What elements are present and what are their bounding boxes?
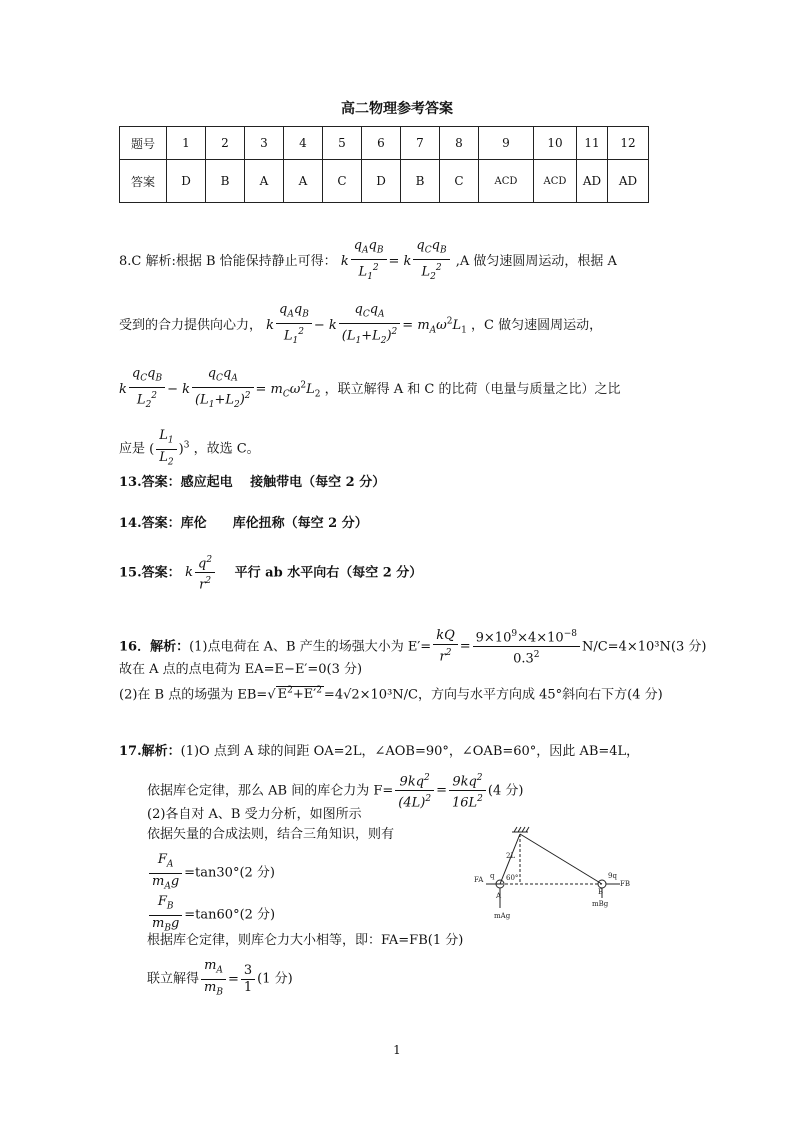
q17-eq1 — [147, 852, 275, 894]
equation: k $\frac{q_Aq_B}{L_1^2}$ = k $\frac{q_Cq_B}{L_2^2}$ — [341, 254, 452, 269]
q16-text: (1)点电荷在 A、B 产生的场强大小为 E′= — [189, 639, 432, 655]
label-2l: 2L — [506, 852, 516, 860]
q8-text: ，联立解得 A 和 C 的比荷（电量与质量之比）之比 — [324, 381, 621, 397]
equation: $\frac{m_A}{m_B}$ = $\frac{3}{1}$ — [199, 972, 257, 987]
equation: $\frac{F_B}{m_Bg}$ — [149, 894, 182, 936]
equation: $\frac{kQ}{r^2}$ = $\frac{9\times 10^9\times 4\times 10^{-8}}{0.3^2}$ — [431, 639, 582, 654]
q15-suffix: 平行 ab 水平向右（每空 2 分） — [221, 565, 423, 581]
table-cell: 4 — [284, 127, 323, 160]
equation: k $\frac{q_Aq_B}{L_1^2}$ − k $\frac{q_Cq_A}{(L_1+L_2)^2}$ = $m_A\omega^2L_1$ — [266, 302, 467, 346]
label-mbg: mBg — [592, 900, 609, 908]
table-cell: 题号 — [120, 127, 167, 160]
table-cell: A — [245, 160, 284, 203]
label-a: A — [496, 892, 502, 900]
table-cell: 10 — [534, 127, 577, 160]
table-cell: 8 — [440, 127, 479, 160]
table-cell: AD — [608, 160, 649, 203]
label-60: 60° — [506, 874, 519, 882]
q16-text: =4√2×10³N/C，方向与水平方向成 45°斜向右下方(4 分) — [323, 687, 663, 703]
table-cell: 9 — [479, 127, 534, 160]
q16-line-2: 故在 A 点的点电荷为 EA=E−E′=0(3 分) — [119, 662, 363, 677]
table-cell: 12 — [608, 127, 649, 160]
q17-text: (1 分) — [257, 971, 293, 987]
q17-text: (1)O 点到 A 球的间距 OA=2L，∠AOB=90°，∠OAB=60°，因此 AB=4L， — [180, 744, 640, 759]
table-cell: ACD — [479, 160, 534, 203]
q8-line-3 — [119, 366, 621, 413]
page-title: 高二物理参考答案 — [341, 101, 453, 117]
table-cell: 1 — [167, 127, 206, 160]
label-mag: mAg — [494, 912, 511, 920]
q17-text: 联立解得 — [147, 971, 200, 987]
equation: k $\frac{q_Cq_B}{L_2^2}$ − k $\frac{q_Cq_A}{(L_1+L_2)^2}$ = $m_C\omega^2L_2$ — [119, 366, 321, 410]
force-diagram — [470, 822, 640, 922]
q8-line-1 — [119, 238, 617, 285]
table-cell: A — [284, 160, 323, 203]
q17-line-3: (2)各自对 A、B 受力分析，如图所示 — [147, 807, 362, 822]
q17-label: 17.解析： — [119, 744, 181, 759]
table-answer-row — [120, 160, 649, 203]
label-q: q — [490, 872, 495, 880]
table-cell: 7 — [401, 127, 440, 160]
q17-line-1 — [119, 742, 639, 762]
q17-line-6 — [147, 958, 293, 1000]
q8-line-4 — [119, 428, 260, 470]
table-cell: B — [401, 160, 440, 203]
q8-text: 8.C 解析:根据 B 恰能保持静止可得： — [119, 253, 337, 269]
table-cell: 11 — [577, 127, 608, 160]
q8-text: 应是 — [119, 441, 146, 457]
q8-text: 受到的合力提供向心力， — [119, 317, 263, 333]
q17-text: =tan30°(2 分) — [184, 865, 275, 881]
table-cell: B — [206, 160, 245, 203]
q15-answer — [119, 552, 422, 594]
equation: √ $E^2+E'^2$ — [267, 686, 322, 703]
table-cell: D — [167, 160, 206, 203]
label-b: B — [598, 888, 604, 896]
table-cell: 6 — [362, 127, 401, 160]
page-number: 1 — [393, 1043, 401, 1057]
table-cell: AD — [577, 160, 608, 203]
table-cell: C — [440, 160, 479, 203]
q8-line-2 — [119, 302, 602, 349]
equation: $\frac{F_A}{m_Ag}$ — [149, 852, 182, 894]
q17-line-4: 依据矢量的合成法则，结合三角知识，则有 — [147, 827, 395, 842]
q16-line-3 — [119, 681, 663, 705]
label-fa: FA — [474, 876, 484, 884]
q16-unit: N/C=4×10³N(3 分) — [581, 639, 707, 655]
q17-line-5: 根据库仑定律，则库仑力大小相等，即：FA=FB(1 分) — [147, 933, 464, 948]
q16-label: 16．解析： — [119, 639, 190, 655]
equation: ( $\frac{L_1}{L_2}$ )$^3$ — [149, 428, 190, 468]
q15-prefix: 15.答案： — [119, 565, 181, 581]
table-cell: 2 — [206, 127, 245, 160]
q14-answer: 14.答案：库伦 库伦扭称（每空 2 分） — [119, 516, 368, 531]
equation: $\frac{9kq^2}{(4L)^2}$ = $\frac{9kq^2}{16L^2}$ — [393, 783, 488, 798]
table-cell: 3 — [245, 127, 284, 160]
q8-text: ，C 做匀速圆周运动， — [471, 317, 603, 333]
q17-text: 依据库仑定律，那么 AB 间的库仑力为 F= — [147, 783, 394, 799]
q16-text: (2)在 B 点的场强为 EB= — [119, 687, 268, 703]
q17-eq2 — [147, 894, 275, 936]
q8-text: ,A 做匀速圆周运动，根据 A — [455, 253, 617, 269]
q8-text: ，故选 C。 — [193, 441, 260, 457]
q17-text: (4 分) — [487, 783, 524, 799]
table-cell: D — [362, 160, 401, 203]
label-9q: 9q — [608, 872, 617, 880]
string-ob — [520, 834, 602, 884]
answer-table — [119, 126, 649, 203]
table-cell: 5 — [323, 127, 362, 160]
table-header-row — [120, 127, 649, 160]
equation: k $\frac{q^2}{r^2}$ — [185, 565, 217, 580]
label-fb: FB — [620, 880, 631, 888]
q17-text: =tan60°(2 分) — [184, 907, 276, 923]
table-cell: ACD — [534, 160, 577, 203]
table-cell: 答案 — [120, 160, 167, 203]
table-cell: C — [323, 160, 362, 203]
q13-answer: 13.答案：感应起电 接触带电（每空 2 分） — [119, 475, 386, 490]
